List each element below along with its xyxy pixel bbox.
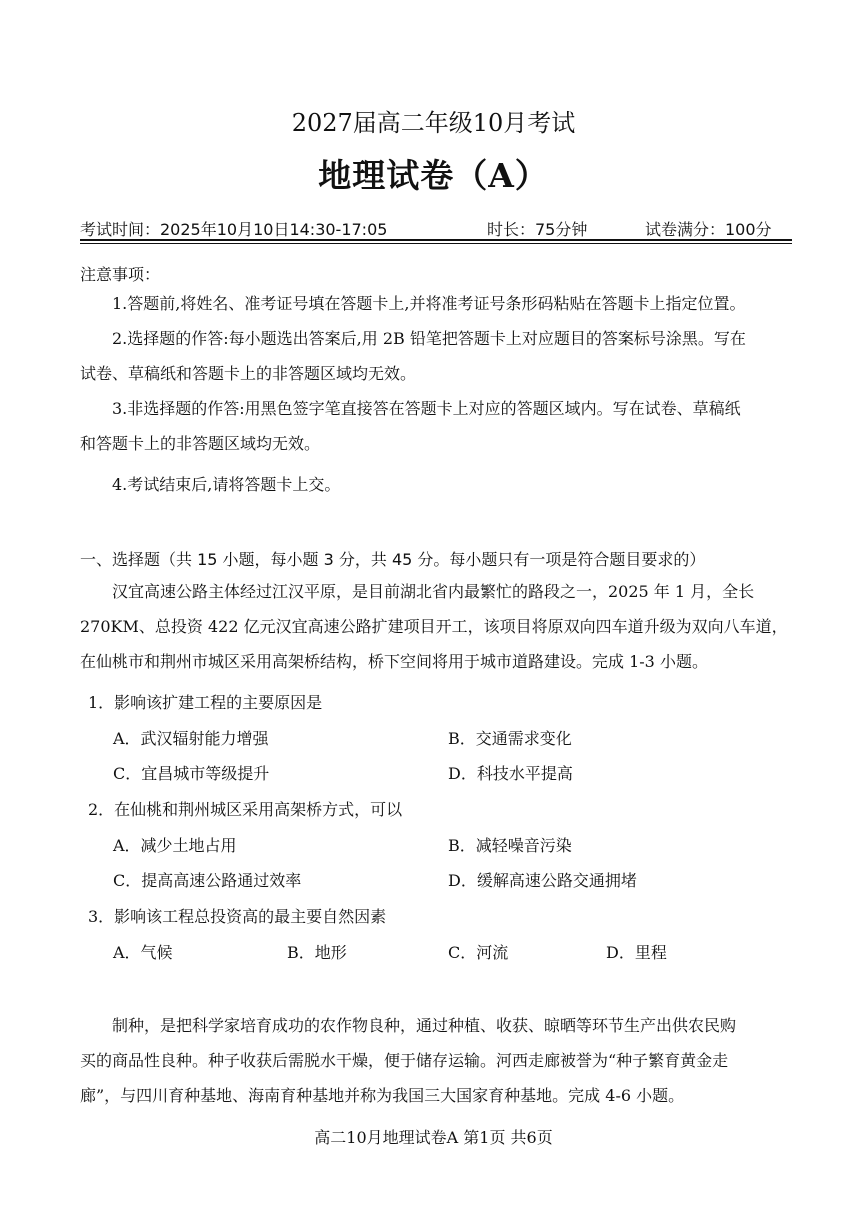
paper-title: 地理试卷（A） xyxy=(318,156,549,195)
passage-line: 270KM、总投资 422 亿元汉宜高速公路扩建项目开工，该项目将原双向四车道升级为双向八车道， xyxy=(80,617,788,636)
question-stem: 1．影响该扩建工程的主要原因是 xyxy=(88,693,323,712)
page-footer: 高二10月地理试卷A 第1页 共6页 xyxy=(314,1128,553,1147)
notice-item xyxy=(80,391,792,461)
exam-subtitle: 2027届高二年级10月考试 xyxy=(291,109,576,137)
notice-line: 4.考试结束后,请将答题卡上交。 xyxy=(112,475,341,494)
passage-line: 买的商品性良种。种子收获后需脱水干燥，便于储存运输。河西走廊被誉为“种子繁育黄金走 xyxy=(80,1051,729,1070)
passage-1 xyxy=(80,574,792,679)
question-stem: 3．影响该工程总投资高的最主要自然因素 xyxy=(88,907,387,926)
option-d[interactable]: D．里程 xyxy=(606,943,667,962)
notice-line: 2.选择题的作答:每小题选出答案后,用 2B 铅笔把答题卡上对应题目的答案标号涂黑。写在 xyxy=(112,329,746,348)
notice-line: 试卷、草稿纸和答题卡上的非答题区域均无效。 xyxy=(80,364,417,383)
notice-title: 注意事项： xyxy=(80,265,161,284)
exam-info-bar xyxy=(80,213,792,241)
passage-2 xyxy=(80,1008,792,1113)
notice-line: 3.非选择题的作答:用黑色签字笔直接答在答题卡上对应的答题区域内。写在试卷、草稿纸 xyxy=(112,399,741,418)
option-a[interactable]: A．武汉辐射能力增强 xyxy=(113,729,269,748)
option-c[interactable]: C．河流 xyxy=(448,943,509,962)
passage-line: 廊”，与四川育种基地、海南育种基地并称为我国三大国家育种基地。完成 4-6 小题。 xyxy=(80,1086,685,1105)
option-c[interactable]: C．宜昌城市等级提升 xyxy=(113,764,270,783)
option-d[interactable]: D．科技水平提高 xyxy=(448,764,573,783)
notice-line: 和答题卡上的非答题区域均无效。 xyxy=(80,434,321,453)
option-b[interactable]: B．地形 xyxy=(287,943,347,962)
full-score: 试卷满分：100分 xyxy=(645,220,772,239)
option-a[interactable]: A．减少土地占用 xyxy=(113,836,237,855)
divider-thick xyxy=(80,239,792,241)
passage-line: 在仙桃市和荆州市城区采用高架桥结构，桥下空间将用于城市道路建设。完成 1-3 小题。 xyxy=(80,652,708,671)
notice-item xyxy=(80,286,792,321)
option-b[interactable]: B．减轻噪音污染 xyxy=(448,836,572,855)
passage-line: 汉宜高速公路主体经过江汉平原，是目前湖北省内最繁忙的路段之一，2025 年 1 月，全长 xyxy=(112,582,755,601)
option-a[interactable]: A．气候 xyxy=(113,943,173,962)
passage-line: 制种，是把科学家培育成功的农作物良种，通过种植、收获、晾晒等环节生产出供农民购 xyxy=(112,1016,737,1035)
exam-duration: 时长：75分钟 xyxy=(487,220,588,239)
notice-item xyxy=(80,467,792,502)
notice-line: 1.答题前,将姓名、准考证号填在答题卡上,并将准考证号条形码粘贴在答题卡上指定位置。 xyxy=(112,294,746,313)
option-b[interactable]: B．交通需求变化 xyxy=(448,729,572,748)
section-heading: 一、选择题（共 15 小题，每小题 3 分，共 45 分。每小题只有一项是符合题目要求的） xyxy=(80,550,706,569)
option-c[interactable]: C．提高高速公路通过效率 xyxy=(113,871,302,890)
question-stem: 2．在仙桃和荆州城区采用高架桥方式，可以 xyxy=(88,800,403,819)
exam-time: 考试时间：2025年10月10日14:30-17:05 xyxy=(80,220,388,239)
divider-thin xyxy=(80,243,792,244)
option-d[interactable]: D．缓解高速公路交通拥堵 xyxy=(448,871,637,890)
notice-item xyxy=(80,321,792,391)
